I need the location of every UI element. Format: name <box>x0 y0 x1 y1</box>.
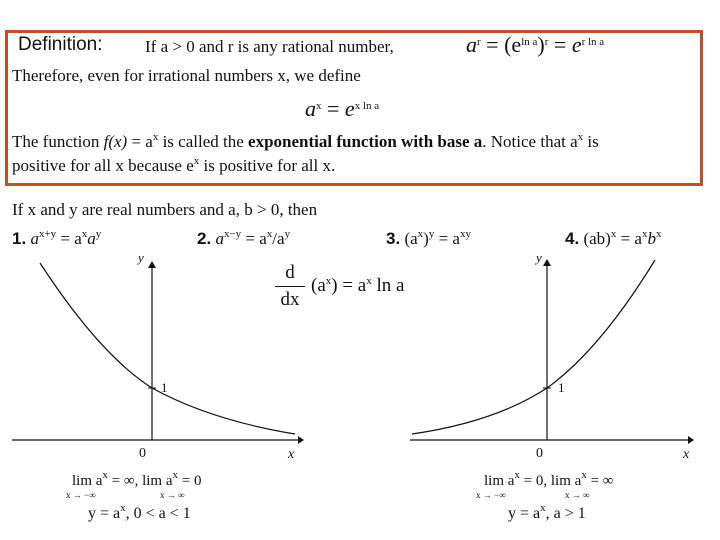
right-caption: $y = a^x$, a > 1 <box>508 502 586 522</box>
right-limits: $\lim a^x = 0$, $\lim a^x$ = ∞ <box>484 469 614 489</box>
function-definition-line1: The function $f(x) = a^x$ is called the exponential function with base a. Notice that $a^x$ is <box>12 131 599 151</box>
laws-intro: If x and y are real numbers and a, b > 0, then <box>12 200 318 219</box>
right-curve <box>412 260 655 434</box>
right-limit-sub1: x → −∞ <box>476 490 506 500</box>
rational-formula: $a^r = (e^{ln a})^r = e^{r ln a}$ <box>466 32 605 57</box>
left-tick-label: 1 <box>161 380 168 395</box>
left-y-arrow <box>148 261 156 268</box>
left-origin: 0 <box>139 446 146 461</box>
right-origin: 0 <box>536 446 543 461</box>
left-x-label: x <box>288 447 295 462</box>
left-limits: $\lim a^x$ = ∞, $\lim a^x = 0$ <box>72 469 202 489</box>
right-tick-label: 1 <box>558 380 565 395</box>
left-graph <box>12 250 304 462</box>
law-2: 2. $a^{x-y} = a^x/a^y$ <box>197 228 291 248</box>
definition-formula: $a^x = e^{x ln a}$ <box>305 96 380 121</box>
left-x-arrow <box>298 436 304 444</box>
left-limit-sub2: x → ∞ <box>160 490 185 500</box>
right-graph <box>410 250 694 462</box>
left-y-label: y <box>138 250 144 265</box>
law-3: 3. $(a^x)^y = a^{xy}$ <box>386 228 471 248</box>
left-caption: $y = a^x$, 0 < a < 1 <box>88 502 191 522</box>
function-definition-line2: positive for all x because $e^x$ is positive for all x. <box>12 155 336 175</box>
definition-label: Definition: <box>18 34 103 55</box>
right-limit-sub2: x → ∞ <box>565 490 590 500</box>
law-1: 1. $a^{x+y} = a^xa^y$ <box>12 228 102 248</box>
irrational-statement: Therefore, even for irrational numbers x, we define <box>12 66 361 85</box>
right-x-label: x <box>683 447 690 462</box>
derivative-fraction: $\frac{d}{dx}$ <box>275 260 305 313</box>
rational-statement: If a > 0 and r is any rational number, <box>145 37 394 56</box>
left-curve <box>40 263 295 434</box>
left-limit-sub1: x → −∞ <box>66 490 96 500</box>
right-x-arrow <box>688 436 694 444</box>
law-4: 4. $(ab)^x = a^xb^x$ <box>565 228 662 248</box>
derivative-formula: $\frac{d}{dx}$ $(a^x) = a^x$ ln a <box>275 260 404 313</box>
right-y-label: y <box>536 250 542 265</box>
right-y-arrow <box>543 259 551 266</box>
